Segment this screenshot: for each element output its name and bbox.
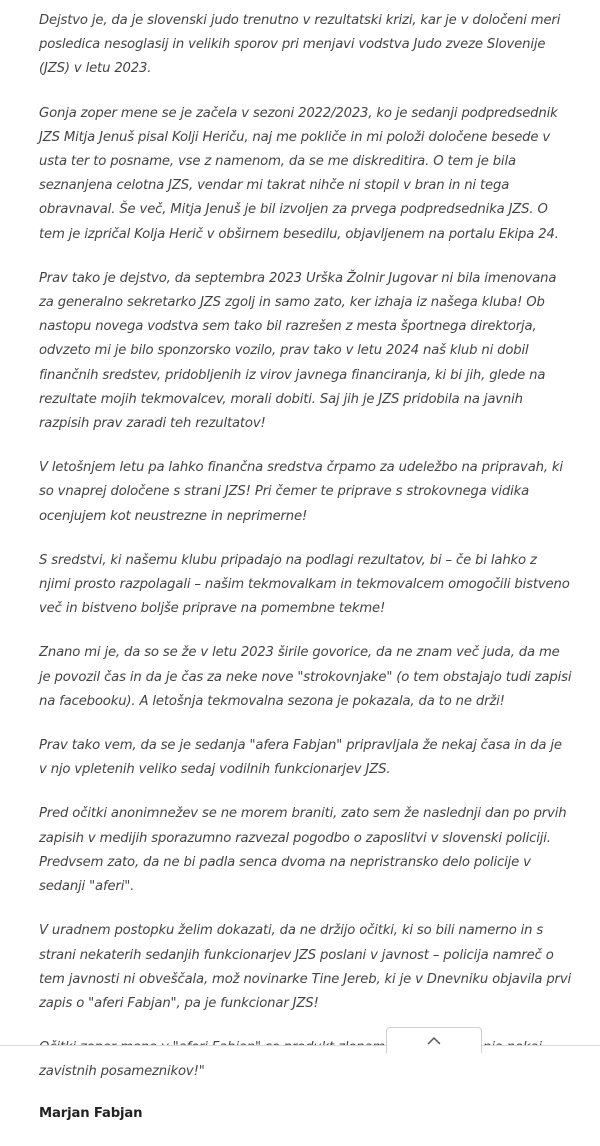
article-paragraph: Dejstvo je, da je slovenski judo trenutno v rezultatski krizi, kar je v določeni meri posledica nesoglasij in velikih sporov pri menjavi vodstva Judo zveze Slovenije (JZS) v letu 2023.	[39, 13, 561, 77]
scroll-to-top-button[interactable]	[386, 1027, 482, 1053]
article-author: Marjan Fabjan	[39, 1105, 143, 1121]
article-paragraph: Pred očitki anonimnežev se ne morem braniti, zato sem že naslednji dan po prvih zapisih v medijih sporazumno razvezal pogodbo o zaposlitvi v slovenski policiji. Predvsem zato, da ne bi padla senca dvoma na nepristransko delo policije v sedanji "aferi".	[39, 806, 567, 895]
article-paragraph: V letošnjem letu pa lahko finančna sredstva črpamo za udeležbo na pripravah, ki so vnaprej določene s strani JZS! Pri čemer te priprave s strokovnega vidika ocenjujem kot neustrezne in neprimerne!	[39, 460, 563, 524]
article-paragraph: V uradnem postopku želim dokazati, da ne držijo očitki, ki so bili namerno in s strani nekaterih sedanjih funkcionarjev JZS poslani v javnost – policija namreč o tem javnosti ni obveščala, mož novinarke Tine Jereb, ki je v Dnevniku objavila prvi zapis o "aferi Fabjan", pa je funkcionar JZS!	[39, 923, 571, 1011]
article-paragraph: S sredstvi, ki našemu klubu pripadajo na podlagi rezultatov, bi – če bi lahko z njimi prosto razpolagali – našim tekmovalkam in tekmovalcem omogočili bistveno več in bistveno boljše priprave na pomembne tekme!	[39, 552, 570, 617]
article-paragraph: Gonja zoper mene se je začela v sezoni 2022/2023, ko je sedanji podpredsednik JZS Mitja Jenuš pisal Kolji Heriču, naj me pokliče in mi položi določene besede v usta ter to posname, vse z namenom, da se me diskreditira. O tem je bila seznanjena celotna JZS, vendar mi takrat nihče ni stopil v bran in ni tega obravnaval. Še več, Mitja Jenuš je bil izvoljen za prvega podpredsednika JZS. O tem je izpričal Kolja Herič v obširnem besedilu, objavljenem na portalu Ekipa 24.	[39, 105, 559, 242]
article-paragraph: Prav tako je dejstvo, da septembra 2023 Urška Žolnir Jugovar ni bila imenovana za generalno sekretarko JZS zgolj in samo zato, ker izhaja iz našega kluba! Ob nastopu novega vodstva sem tako bil razrešen z mesta športnega direktorja, odvzeto mi je bilo sponzorsko vozilo, prav tako v letu 2024 naš klub ni dobil finančnih sredstev, pridobljenih iz virov javnega financiranja, ki bi jih, glede na rezultate mojih tekmovalcev, morali dobiti. Saj jih je JZS pridobila na javnih razpisih prav zaradi teh rezultatov!	[39, 270, 557, 432]
article-paragraph: zavistnih posameznikov!"	[39, 1064, 205, 1080]
article-paragraph: Znano mi je, da so se že v letu 2023 širile govorice, da ne znam več juda, da me je povozil čas in da je čas za neke nove "strokovnjake" (o tem obstajajo tudi zapisi na facebooku). A letošnja tekmovalna sezona je pokazala, da to ne drži!	[39, 645, 572, 709]
chevron-up-icon	[427, 1036, 441, 1045]
article-paragraph: Prav tako vem, da se je sedanja "afera Fabjan" pripravljala že nekaj časa in da je v njo vpletenih veliko sedaj vodilnih funkcionarjev JZS.	[39, 738, 562, 778]
